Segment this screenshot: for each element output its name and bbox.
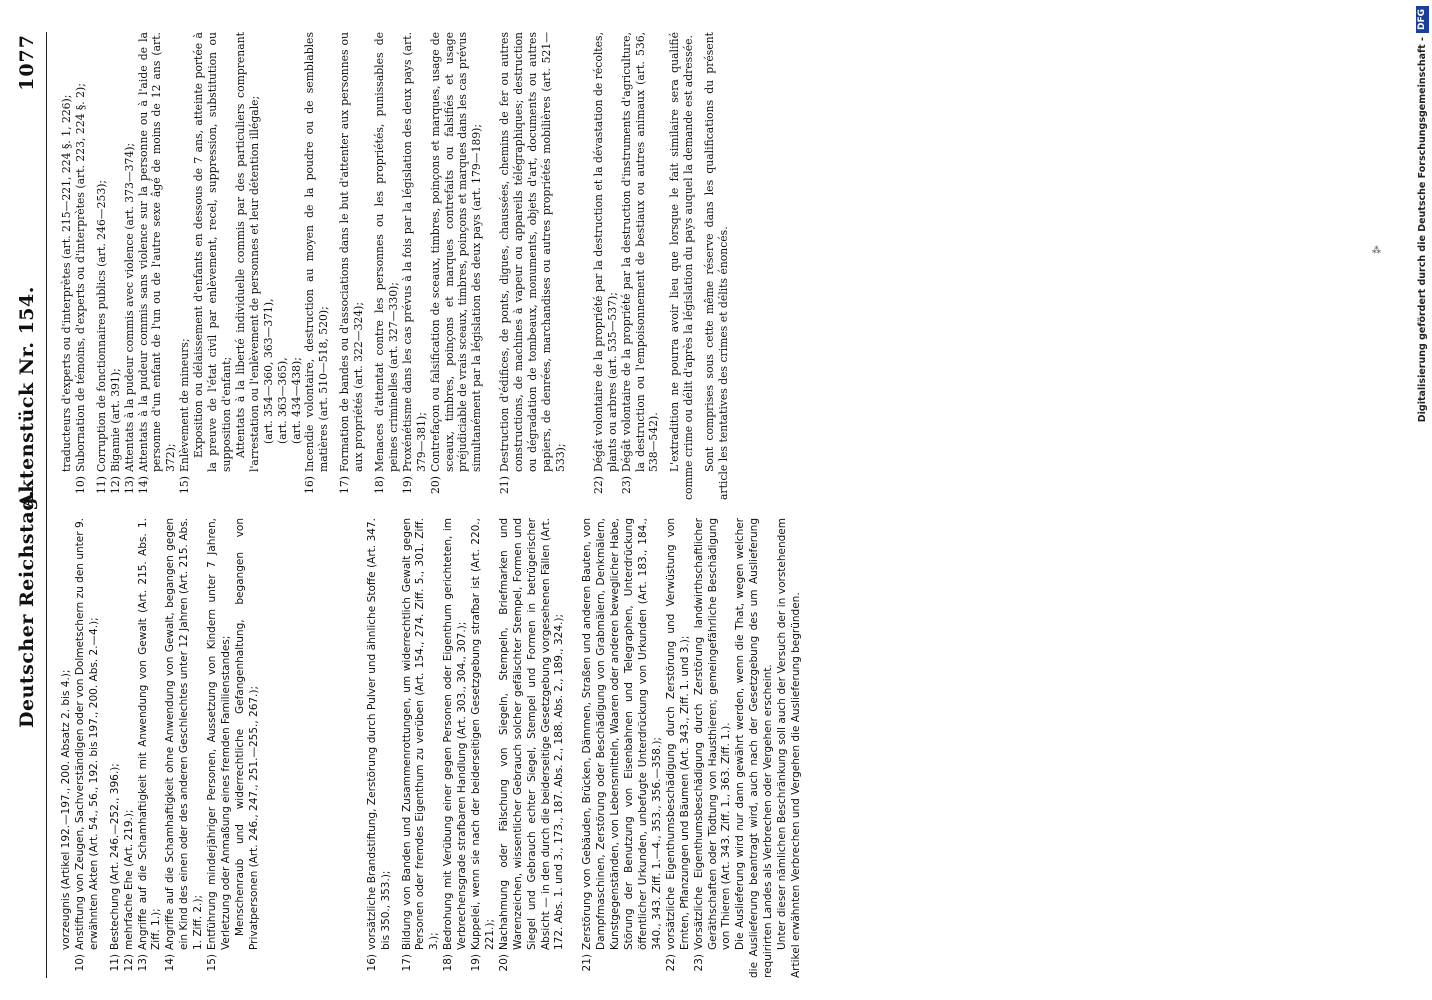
french-item-18 <box>373 32 401 500</box>
french-item-11 <box>95 32 109 500</box>
item-number: 10) <box>73 476 87 494</box>
item-number: 13) <box>122 476 136 494</box>
item-number: 10) <box>73 954 86 972</box>
german-item-12 <box>123 518 137 978</box>
item-text: Dégât volontaire de la propriété par la destruction d'instruments d'agriculture, la destruction ou l'empoisonnement de bestiaux ou autres animaux (art. 536, 538—542). <box>619 32 661 472</box>
german-item-22 <box>665 518 693 978</box>
german-item-15-continuation: Menschenraub und widerrechtliche Gefangenhaltung, begangen von Privatpersonen (Art. 246., 247., 251.—255., 267.); <box>233 518 260 950</box>
german-item-11 <box>109 518 123 978</box>
item-number: 13) <box>136 954 149 972</box>
item-number: 20) <box>497 954 510 972</box>
french-item-15-reference: (art. 363—365), <box>275 357 289 444</box>
french-item-12 <box>109 32 123 500</box>
german-item-21 <box>581 518 664 978</box>
scan-speck-icon: ⁂ <box>1372 246 1381 256</box>
item-number: 20) <box>428 476 442 494</box>
item-text: Zerstörung von Gebäuden, Brücken, Dämmen, Straßen und anderen Bauten, von Dampfmaschinen, Zerstörung oder Beschädigung von Grabmälern, Denkmälern, Kunstgegenständen, von Lebensmitteln, Waaren oder anderen beweglicher Habe, Störung der Benutzung von Eisenbahnen und Telegraphen, Unterdrückung öffentlicher Urkunden, unbefugte Unterdrückung von Urkunden (Art. 183., 184., 340., 343. Ziff. 1.—4., 353., 356.—358.); <box>581 518 663 950</box>
item-number: 23) <box>619 476 633 494</box>
french-item-19 <box>401 32 429 500</box>
item-number: 22) <box>591 476 605 494</box>
item-text: Contrefaçon ou falsification de sceaux, timbres, poinçons et marques, usage de sceaux, timbres, poinçons et marques contrefaits ou falsifiés et usage préjudiciable de vrais sceaux, timbres, poinçons et marques dans les cas prévus simultanément par la législation des deux pays (art. 179—189); <box>428 32 484 472</box>
german-closing-paragraph-1: Die Auslieferung wird nur dann gewährt werden, wenn die That, wegen welcher die Auslieferung beantragt wird, auch nach der Gesetzgebung des um Auslieferung requirirten Landes als Verbrechen oder Vergehen erscheint. <box>734 518 775 978</box>
item-number: 16) <box>303 476 317 494</box>
french-item-22 <box>592 32 620 500</box>
french-item-23 <box>620 32 662 500</box>
item-number: 18) <box>442 954 455 972</box>
item-text: vorsätzliche Brandstiftung, Zerstörung durch Pulver und ähnliche Stoffe (Art. 347. bis 350., 353.); <box>365 518 392 950</box>
item-number: 17) <box>338 476 352 494</box>
item-text: Bigamie (art. 391); <box>108 368 122 472</box>
item-number: 11) <box>108 954 121 972</box>
french-item-16 <box>303 32 331 500</box>
item-number: 18) <box>373 476 387 494</box>
item-number: 21) <box>498 476 512 494</box>
item-text: Angriffe auf die Schamhaftigkeit ohne Anwendung von Gewalt, begangen gegen ein Kind des einen oder des anderen Geschlechtes unter 12 Jahren (Art. 215. Abs. 1. Ziff. 2.); <box>164 518 205 950</box>
item-text: Subornation de témoins, d'experts ou d'interprètes (art. 223, 224 §. 2); <box>73 83 87 472</box>
french-item-14 <box>137 32 179 500</box>
german-item-23 <box>693 518 735 978</box>
french-item-13 <box>123 32 137 500</box>
french-item-15-paragraph-b: Attentats à la liberté individuelle commis par des particuliers comprenant l'arrestation ou l'enlèvement de personnes et leur détention illégale; <box>233 32 261 472</box>
german-item-19 <box>470 518 498 978</box>
french-closing-paragraph-1: L'extradition ne pourra avoir lieu que lorsque le fait similaire sera qualifié comme crime ou délit d'après la législation du pays auquel la demande est adressée. <box>668 32 696 500</box>
item-text: Proxénétisme dans les cas prévus à la fois par la législation des deux pays (art. 379—381); <box>400 32 428 472</box>
german-closing-paragraph-2: Unter dieser nämlichen Beschränkung soll auch der Versuch der in vorstehendem Artikel erwähnten Verbrechen und Vergehen die Auslieferung begründen. <box>776 518 802 978</box>
item-text: Angriffe auf die Schamhaftigkeit mit Anwendung von Gewalt (Art. 215. Abs. 1. Ziff. 1.); <box>136 518 163 950</box>
item-text: Incendie volontaire, destruction au moyen de la poudre ou de semblables matières (art. 510—518, 520); <box>303 32 331 472</box>
item-text: Entführung minderjähriger Personen, Aussetzung von Kindern unter 7 Jahren, Verletzung oder Anmaßung eines fremden Familienstandes; <box>206 518 232 950</box>
item-text: Destruction d'édifices, de ponts, digues, chaussées, chemins de fer ou autres constructions, de machines à vapeur ou appareils télégraphiques; destruction ou dégradation de tombeaux, monuments, objets d'art, documents ou autres papiers, de denrées, marchandises ou autres propriétés mobilières (art. 521—533); <box>498 32 567 472</box>
item-number: 14) <box>136 476 150 494</box>
item-text: Corruption de fonctionnaires publics (art. 246—253); <box>94 179 108 472</box>
german-item-15 <box>206 518 234 978</box>
french-item-10 <box>74 32 88 500</box>
item-number: 15) <box>206 954 219 972</box>
item-text: Menaces d'attentat contre les personnes ou les propriétés, punissables de peines criminelles (art. 327—330); <box>373 32 400 472</box>
german-item-17 <box>401 518 443 978</box>
item-text: Bildung von Banden und Zusammenrottungen, um widerrechtlich Gewalt gegen Personen oder fremdes Eigenthum zu verüben (Art. 154., 274. Ziff. 5., 301. Ziff. 3.); <box>400 518 441 950</box>
running-header <box>14 32 47 978</box>
item-text: mehrfache Ehe (Art. 219.); <box>122 809 135 950</box>
page-number: 1077 <box>16 34 38 91</box>
french-item-21 <box>498 32 568 500</box>
item-number: 12) <box>122 954 135 972</box>
item-number: 16) <box>365 954 378 972</box>
item-text: Anstiftung von Zeugen, Sachverständigen oder von Dolmetschern zu den unter 9. erwähnten Akten (Art. 54., 56., 192. bis 197., 200. Abs. 2.—4.); <box>73 518 100 950</box>
item-number: 12) <box>108 476 122 494</box>
item-text: Formation de bandes ou d'associations dans le but d'attenter aux personnes ou aux propriétés (art. 322—324); <box>338 32 366 472</box>
french-item-15-reference: (art. 354—360, 363—371), <box>261 298 275 444</box>
item-number: 15) <box>178 476 192 494</box>
item-text: Nachahmung oder Fälschung von Siegeln, Stempeln, Briefmarken und Warenzeichen, wissentlicher Gebrauch solcher gefälschter Stempel, Formen und Siegel und Gebrauch echter Siegel, Stempel und Formen in betrügerischer Absicht — in den durch die beiderseitige Gesetzgebung vorgesehenen Fällen (Art. 172. Abs. 1. und 3., 173., 187. Abs. 2., 188. Abs. 2., 189., 324.); <box>497 518 566 950</box>
french-item-17 <box>338 32 366 500</box>
item-number: 19) <box>470 954 483 972</box>
german-item-18 <box>442 518 470 978</box>
french-item-15-reference: (art. 434—438); <box>289 357 303 444</box>
item-text: Kuppelei, wenn sie nach der beiderseitigen Gesetzgebung strafbar ist (Art. 220., 221.); <box>470 518 496 950</box>
german-text-column <box>60 518 804 978</box>
header-publication-title: Deutscher Reichstag. <box>16 489 38 728</box>
dfg-funding-text: Digitalisierung gefördert durch die Deutsche Forschungsgemeinschaft - <box>1416 37 1428 423</box>
french-item-15 <box>178 32 192 500</box>
german-item-14 <box>164 518 206 978</box>
item-number: 23) <box>692 954 705 972</box>
item-number: 22) <box>664 954 677 972</box>
dfg-logo: DFG <box>1416 6 1429 33</box>
item-text: Attentats à la pudeur commis avec violence (art. 373—374); <box>122 142 136 472</box>
french-text-column <box>60 32 731 500</box>
french-item-20 <box>429 32 485 500</box>
german-item-10 <box>74 518 102 978</box>
german-item-13 <box>137 518 165 978</box>
french-lead-text: traducteurs d'experts ou d'interprètes (art. 215—221, 224 §. 1, 226); <box>60 94 73 472</box>
item-text: Dégât volontaire de la propriété par la destruction et la dévastation de récoltes, plants ou arbres (art. 535—537); <box>591 32 619 472</box>
item-number: 11) <box>94 476 108 494</box>
item-text: Enlèvement de mineurs; <box>178 338 192 472</box>
item-text: Attentats à la pudeur commis sans violence sur la personne ou à l'aide de la personne d'un enfant de l'un ou de l'autre sexe âgé de moins de 12 ans (art. 372); <box>136 32 178 472</box>
item-number: 17) <box>400 954 413 972</box>
item-number: 19) <box>400 476 414 494</box>
header-document-number: Aktenstück Nr. 154. <box>16 286 38 508</box>
item-text: vorsätzliche Eigenthumsbeschädigung durch Zerstörung und Verwüstung von Ernten, Pflanzungen und Bäumen (Art. 343., Ziff. 1. und 3.); <box>664 518 691 950</box>
german-lead-text: vorzeugnis (Artikel 192.—197., 200. Absatz 2. bis 4.); <box>60 669 72 950</box>
german-item-20 <box>498 518 568 978</box>
french-item-15-paragraph-a: Exposition ou délaissement d'enfants en dessous de 7 ans, atteinte portée à la preuve de l'état civil par enlèvement, recel, suppression, substitution ou supposition d'enfant; <box>192 32 233 472</box>
french-closing-paragraph-2: Sont comprises sous cette même réserve dans les qualifications du présent article les tentatives des crimes et délits énoncés. <box>703 32 731 500</box>
item-number: 14) <box>164 954 177 972</box>
item-text: Bedrohung mit Verübung einer gegen Personen oder Eigenthum gerichteten, im Verbrechensgrade strafbaren Handlung (Art. 303., 304., 307.); <box>442 518 469 950</box>
item-text: Bestechung (Art. 246.—252., 396.); <box>108 763 121 950</box>
german-item-16 <box>366 518 394 978</box>
dfg-watermark-strip <box>1412 6 1432 996</box>
item-number: 21) <box>581 954 594 972</box>
item-text: Vorsätzliche Eigenthumsbeschädigung durch Zerstörung landwirthschaftlicher Geräthschaften oder Tödtung von Hausthieren; gemeingefährliche Beschädigung von Thieren (Art. 343. Ziff. 1., 363. Ziff. 1.). <box>692 518 733 950</box>
